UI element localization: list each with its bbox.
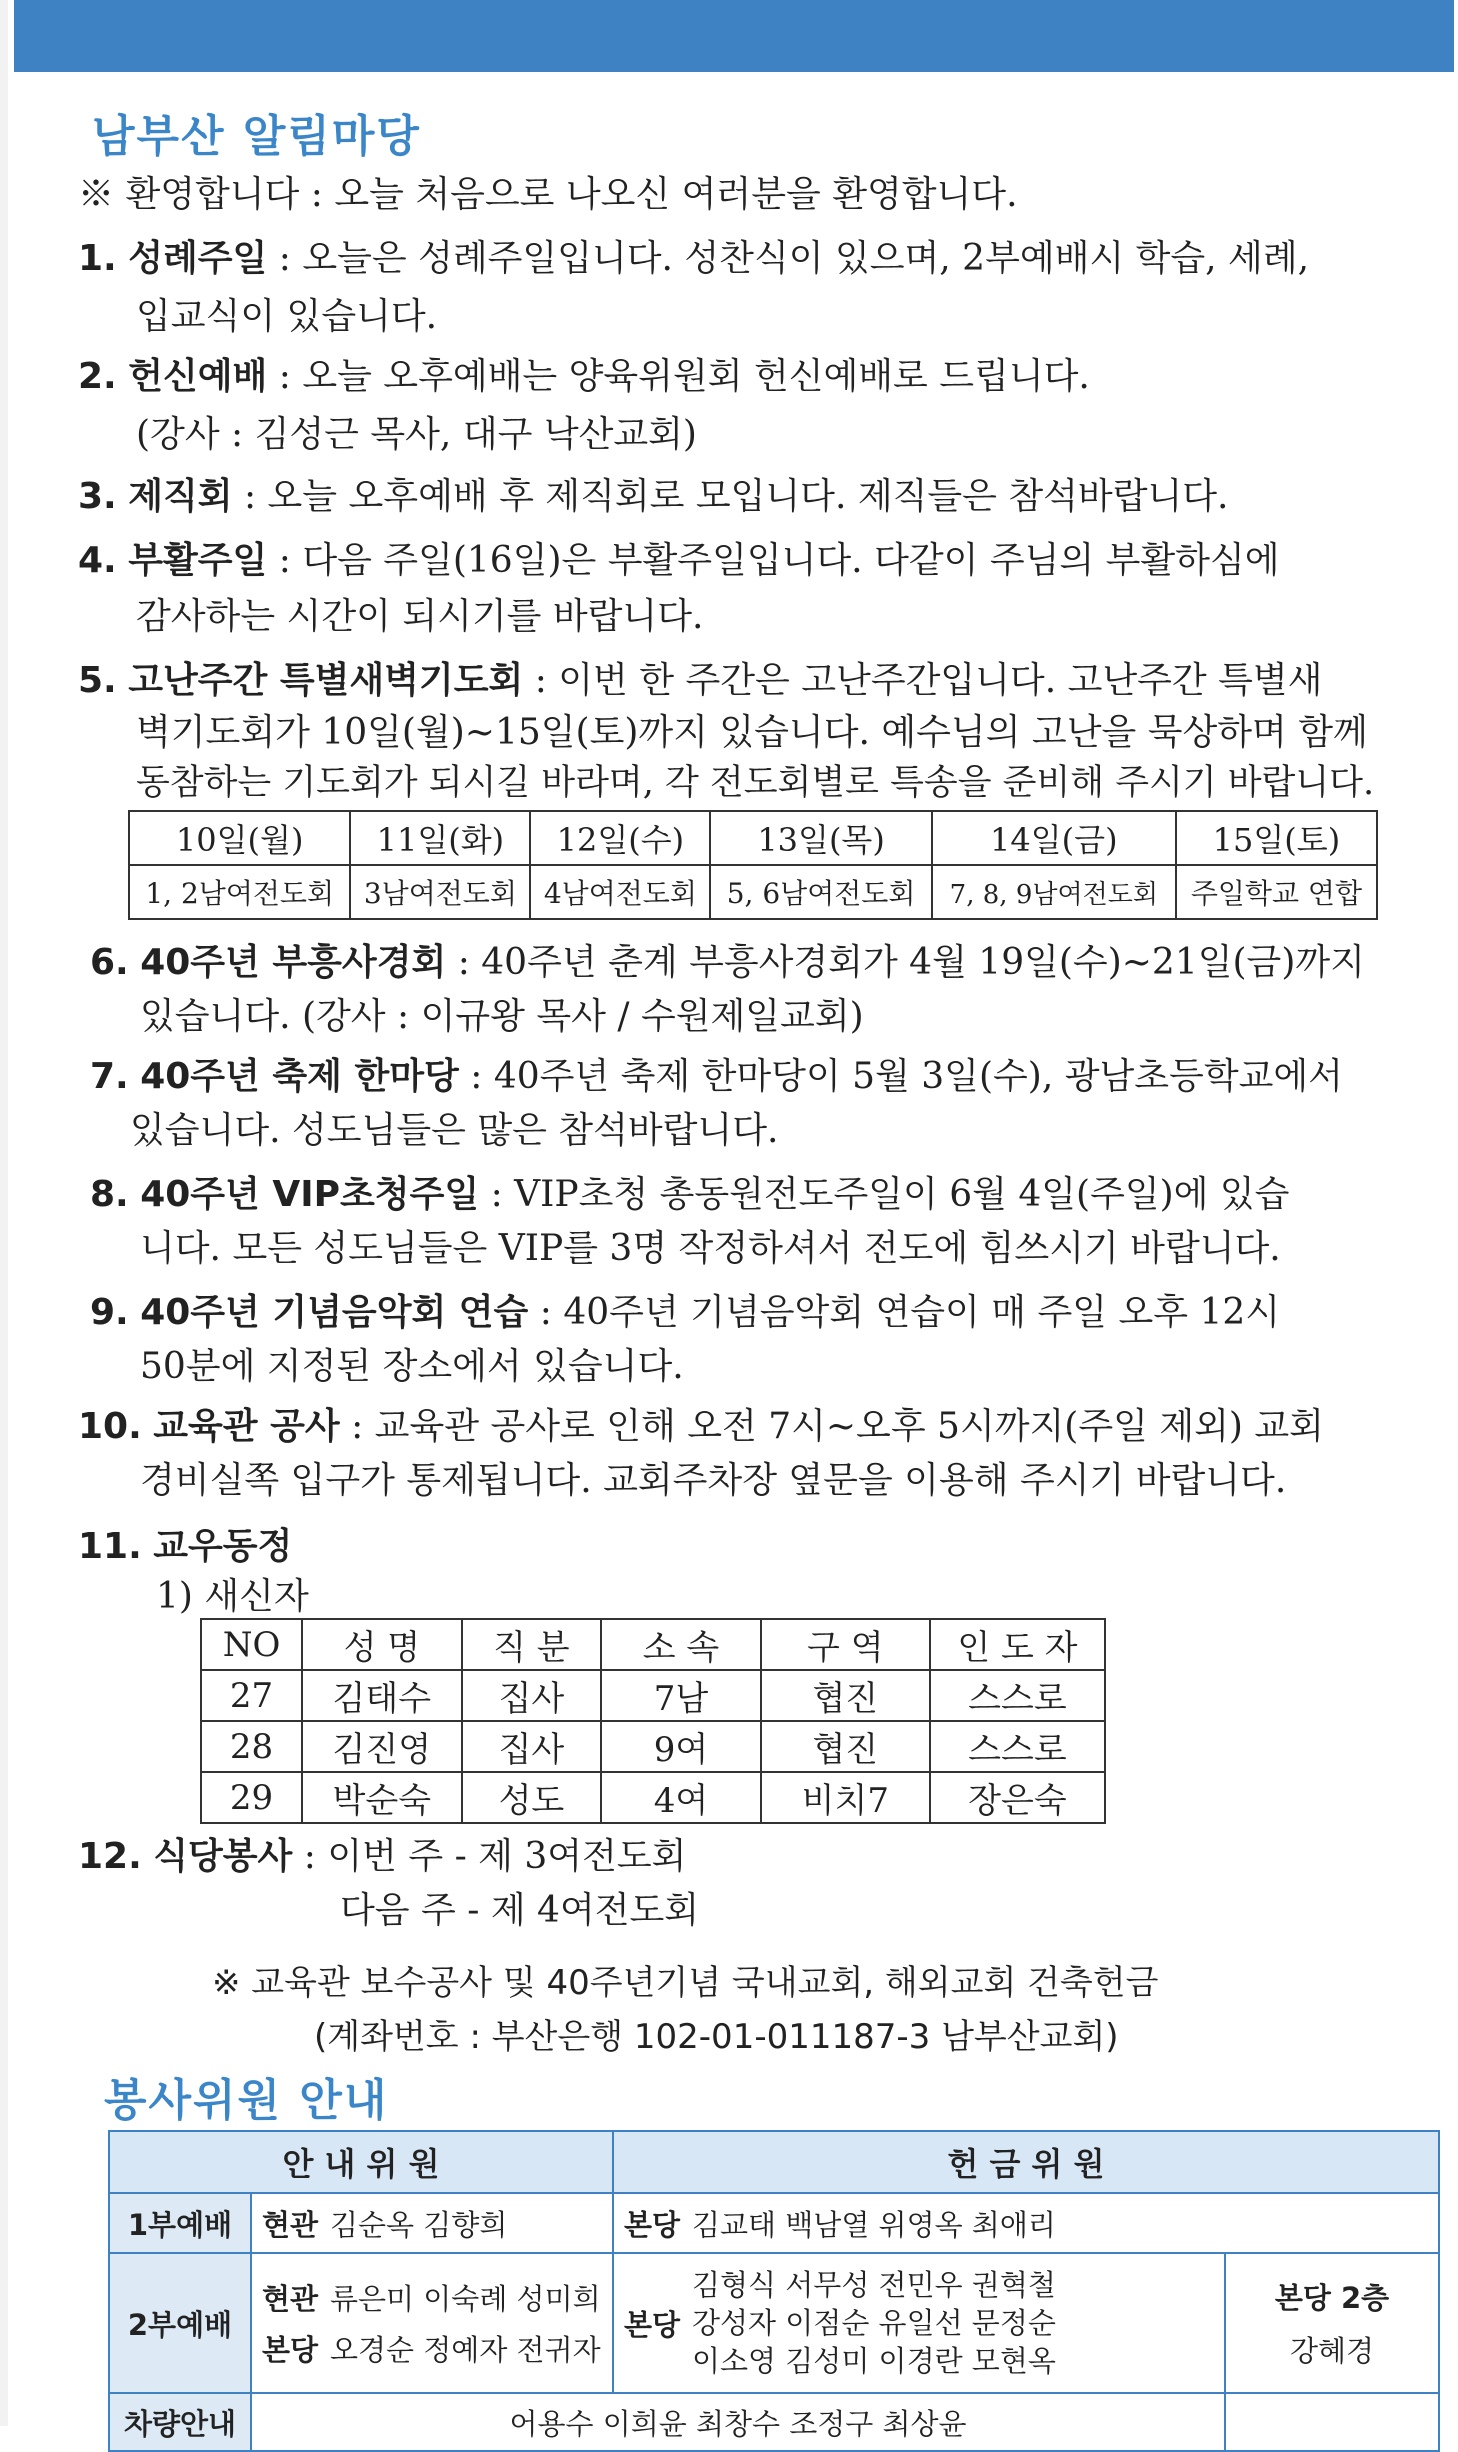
item-5-cont-2: 동참하는 기도회가 되시길 바라며, 각 전도회별로 특송을 준비해 주시기 바랍니다. [136, 763, 1375, 803]
item-text: : 오늘은 성례주일입니다. 성찬식이 있으며, 2부예배시 학습, 세례, [267, 238, 1310, 279]
column-header: 구 역 [761, 1619, 930, 1670]
service-2-offering-extra [1225, 2253, 1439, 2393]
names: 김교태 백남열 위영옥 최애리 [692, 2207, 1056, 2242]
cell: 집사 [462, 1670, 602, 1721]
item-7 [90, 1050, 1343, 1104]
item-2 [78, 350, 1090, 404]
place-label: 본당 [624, 2207, 681, 2242]
schedule-group: 주일학교 연합 [1176, 865, 1377, 919]
item-text: : 40주년 춘계 부흥사경회가 4월 19일(수)~21일(금)까지 [446, 942, 1365, 983]
item-5 [78, 654, 1322, 708]
column-header: NO [201, 1619, 302, 1670]
column-header: 인 도 자 [930, 1619, 1105, 1670]
offering-note: ※ 교육관 보수공사 및 40주년기념 국내교회, 해외교회 건축헌금 [212, 1963, 1159, 2003]
offering-header: 헌 금 위 원 [613, 2131, 1439, 2193]
item-number: 7. [90, 1056, 129, 1097]
item-label: 식당봉사 [153, 1836, 293, 1877]
cell: 협진 [761, 1721, 930, 1772]
service-2-row [109, 2253, 1439, 2393]
names: 강성자 이점순 유일선 문정순 [692, 2306, 1056, 2340]
place-label: 현관 [262, 2282, 319, 2316]
section-title-announcements: 남부산 알림마당 [92, 111, 421, 162]
schedule-group: 4남여전도회 [530, 865, 710, 919]
item-text: : 이번 한 주간은 고난주간입니다. 고난주간 특별새 [523, 660, 1323, 701]
schedule-group: 3남여전도회 [350, 865, 530, 919]
item-text: : VIP초청 총동원전도주일이 6월 4일(주일)에 있습 [479, 1174, 1290, 1215]
item-5-cont-1: 벽기도회가 10일(월)~15일(토)까지 있습니다. 예수님의 고난을 묵상하며 함께 [136, 712, 1368, 753]
item-text: : 교육관 공사로 인해 오전 7시~오후 5시까지(주일 제외) 교회 [339, 1406, 1324, 1447]
item-1-cont: 입교식이 있습니다. [136, 296, 438, 337]
item-label: 헌신예배 [128, 356, 268, 397]
item-9 [90, 1286, 1280, 1340]
item-number: 4. [78, 540, 117, 581]
welcome-line: ※ 환영합니다 : 오늘 처음으로 나오신 여러분을 환영합니다. [78, 174, 1018, 215]
cell: 4여 [601, 1772, 760, 1823]
item-number: 5. [78, 660, 117, 701]
item-label: 성례주일 [128, 238, 268, 279]
item-7-cont: 있습니다. 성도님들은 많은 참석바랍니다. [130, 1110, 779, 1151]
guide-header: 안 내 위 원 [109, 2131, 613, 2193]
names: 류은미 이숙례 성미희 [330, 2282, 601, 2316]
item-4 [78, 534, 1280, 588]
item-label: 부활주일 [128, 540, 268, 581]
item-number: 3. [78, 476, 117, 517]
place-label: 본당 [262, 2333, 319, 2367]
schedule-day: 13일(목) [710, 811, 931, 865]
item-text: : 40주년 축제 한마당이 5월 3일(수), 광남초등학교에서 [458, 1056, 1343, 1097]
item-3 [78, 470, 1228, 524]
cell: 김태수 [302, 1670, 461, 1721]
newcomers-subtitle: 1) 새신자 [156, 1576, 309, 1617]
table-row [201, 1721, 1105, 1772]
item-label: 40주년 기념음악회 연습 [140, 1292, 529, 1333]
row-label: 2부예배 [109, 2253, 251, 2393]
names: 오경순 정예자 전귀자 [330, 2333, 601, 2367]
schedule-group: 1, 2남여전도회 [129, 865, 350, 919]
cell: 27 [201, 1670, 302, 1721]
schedule-day: 14일(금) [932, 811, 1176, 865]
item-2-cont: (강사 : 김성근 목사, 대구 낙산교회) [136, 414, 697, 455]
item-text: : 오늘 오후예배는 양육위원회 헌신예배로 드립니다. [267, 356, 1090, 397]
item-label: 제직회 [128, 476, 233, 517]
cell: 9여 [601, 1721, 760, 1772]
service-2-offering [613, 2253, 1225, 2393]
schedule-group: 5, 6남여전도회 [710, 865, 931, 919]
row-label: 1부예배 [109, 2193, 251, 2253]
item-label: 교육관 공사 [153, 1406, 340, 1447]
cell: 김진영 [302, 1721, 461, 1772]
column-header: 성 명 [302, 1619, 461, 1670]
cell: 비치7 [761, 1772, 930, 1823]
cell: 집사 [462, 1721, 602, 1772]
column-header: 소 속 [601, 1619, 760, 1670]
item-label: 40주년 VIP초청주일 [140, 1174, 480, 1215]
table-row [201, 1670, 1105, 1721]
item-number: 9. [90, 1292, 129, 1333]
item-12 [78, 1830, 686, 1884]
item-text: : 40주년 기념음악회 연습이 매 주일 오후 12시 [528, 1292, 1281, 1333]
service-2-guides [251, 2253, 613, 2393]
prayer-schedule-table [128, 810, 1378, 920]
names: 김형식 서무성 전민우 권혁철 [692, 2268, 1056, 2302]
empty-cell [1225, 2393, 1439, 2451]
schedule-day: 12일(수) [530, 811, 710, 865]
item-4-cont: 감사하는 시간이 되시기를 바랍니다. [136, 596, 704, 637]
item-8 [90, 1168, 1289, 1222]
cell: 스스로 [930, 1670, 1105, 1721]
item-text: : 이번 주 - 제 3여전도회 [292, 1836, 687, 1877]
schedule-day: 15일(토) [1176, 811, 1377, 865]
item-10-cont: 경비실쪽 입구가 통제됩니다. 교회주차장 옆문을 이용해 주시기 바랍니다. [140, 1460, 1287, 1501]
section-title-volunteers: 봉사위원 안내 [104, 2075, 389, 2126]
item-number: 8. [90, 1174, 129, 1215]
service-1-offering [613, 2193, 1439, 2253]
left-edge [0, 0, 8, 2426]
cell: 28 [201, 1721, 302, 1772]
place-label: 본당 2층 [1274, 2281, 1390, 2315]
cell: 7남 [601, 1670, 760, 1721]
column-header: 직 분 [462, 1619, 602, 1670]
cell: 장은숙 [930, 1772, 1105, 1823]
item-label: 고난주간 특별새벽기도회 [128, 660, 524, 701]
cell: 29 [201, 1772, 302, 1823]
item-12-next: 다음 주 - 제 4여전도회 [340, 1890, 700, 1931]
item-label: 40주년 부흥사경회 [140, 942, 447, 983]
item-10 [78, 1400, 1324, 1454]
item-label: 40주년 축제 한마당 [140, 1056, 459, 1097]
item-6-cont: 있습니다. (강사 : 이규왕 목사 / 수원제일교회) [140, 996, 864, 1037]
item-6 [90, 936, 1365, 990]
item-number: 10. [78, 1406, 142, 1447]
item-label: 교우동정 [153, 1526, 293, 1567]
item-number: 11. [78, 1526, 142, 1567]
names: 김순옥 김향희 [330, 2207, 508, 2242]
top-banner [14, 0, 1454, 72]
names: 어용수 이희윤 최창수 조정구 최상윤 [251, 2393, 1225, 2451]
item-number: 6. [90, 942, 129, 983]
cell: 성도 [462, 1772, 602, 1823]
item-text: : 오늘 오후예배 후 제직회로 모입니다. 제직들은 참석바랍니다. [232, 476, 1229, 517]
item-8-cont: 니다. 모든 성도님들은 VIP를 3명 작정하셔서 전도에 힘쓰시기 바랍니다. [140, 1228, 1281, 1269]
item-number: 2. [78, 356, 117, 397]
item-9-cont: 50분에 지정된 장소에서 있습니다. [140, 1346, 684, 1387]
item-number: 12. [78, 1836, 142, 1877]
newcomers-table [200, 1618, 1106, 1824]
item-1 [78, 232, 1309, 286]
item-11 [78, 1520, 292, 1574]
schedule-day: 10일(월) [129, 811, 350, 865]
cell: 스스로 [930, 1721, 1105, 1772]
volunteers-header-row [109, 2131, 1439, 2193]
item-number: 1. [78, 238, 117, 279]
cell: 박순숙 [302, 1772, 461, 1823]
schedule-days-row [129, 811, 1377, 865]
newcomers-header-row [201, 1619, 1105, 1670]
row-label: 차량안내 [109, 2393, 251, 2451]
volunteers-table [108, 2130, 1440, 2452]
names: 강혜경 [1289, 2334, 1375, 2368]
schedule-group: 7, 8, 9남여전도회 [932, 865, 1176, 919]
account-note: (계좌번호 : 부산은행 102-01-011187-3 남부산교회) [314, 2017, 1119, 2057]
names: 이소영 김성미 이경란 모현옥 [692, 2344, 1056, 2378]
schedule-day: 11일(화) [350, 811, 530, 865]
schedule-groups-row [129, 865, 1377, 919]
parking-row [109, 2393, 1439, 2451]
place-label: 현관 [262, 2207, 319, 2242]
item-text: : 다음 주일(16일)은 부활주일입니다. 다같이 주님의 부활하심에 [267, 540, 1280, 581]
cell: 협진 [761, 1670, 930, 1721]
service-1-row [109, 2193, 1439, 2253]
place-label: 본당 [624, 2307, 681, 2342]
service-1-guides [251, 2193, 613, 2253]
table-row [201, 1772, 1105, 1823]
